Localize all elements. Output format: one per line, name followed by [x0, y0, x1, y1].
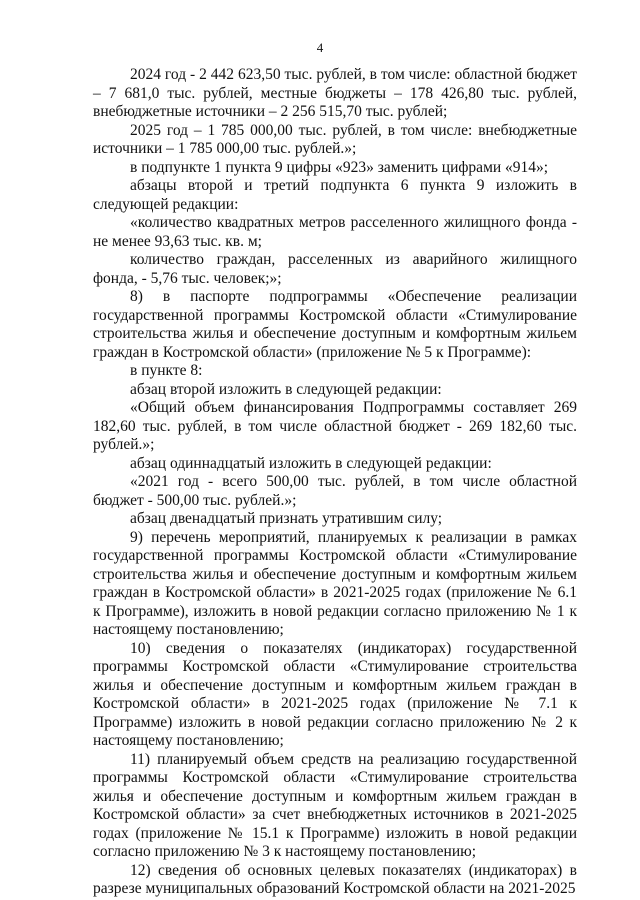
paragraph: «2021 год - всего 500,00 тыс. рублей, в том числе областной бюджет - 500,00 тыс. рублей.»; [93, 473, 577, 509]
paragraph: абзац второй изложить в следующей редакции: [130, 380, 442, 398]
paragraph: количество граждан, расселенных из аварийного жилищного фонда, - 5,76 тыс. человек;»; [93, 251, 577, 287]
paragraph: в пункте 8: [130, 362, 203, 379]
paragraph: 11) планируемый объем средств на реализацию государственной программы Костромской области «Стимулирование строительства жилья и обеспечение доступным и комфортным жильем граждан в Костромской области» за счет внебюджетных источников в 2021-2025 годах (приложение № 15.1 к Программе) изложить в новой редакции согласно приложению № 3 к настоящему постановлению; [93, 750, 577, 860]
page-number: 4 [316, 40, 324, 55]
paragraph: «количество квадратных метров расселенного жилищного фонда - не менее 93,63 тыс. кв. м; [93, 214, 577, 250]
paragraph: 10) сведения о показателях (индикаторах) государственной программы Костромской области «Стимулирование строительства жилья и обеспечение доступным и комфортным жильем граждан в Костромской области» в 2021-2025 годах (приложение № 7.1 к Программе) изложить в новой редакции согласно приложению № 2 к настоящему постановлению; [93, 639, 577, 749]
paragraph: 2025 год – 1 785 000,00 тыс. рублей, в том числе: внебюджетные источники – 1 785 000,00 тыс. рублей.»; [93, 121, 577, 157]
paragraph: 8) в паспорте подпрограммы «Обеспечение реализации государственной программы Костромской области «Стимулирование строительства жилья и обеспечение доступным и комфортным жильем граждан в Костромской области» (приложение № 5 к Программе): [93, 288, 577, 361]
paragraph: «Общий объем финансирования Подпрограммы составляет 269 182,60 тыс. рублей, в том числе областной бюджет - 269 182,60 тыс. рублей.»; [93, 399, 577, 453]
paragraph: 9) перечень мероприятий, планируемых к реализации в рамках государственной программы Костромской области «Стимулирование строительства жилья и обеспечение доступным и комфортным жильем граждан в Костромской области» в 2021-2025 годах (приложение № 6.1 к Программе), изложить в новой редакции согласно приложению № 1 к настоящему постановлению; [93, 528, 577, 638]
paragraph: абзац двенадцатый признать утратившим силу; [130, 510, 443, 527]
paragraph: абзацы второй и третий подпункта 6 пункта 9 изложить в следующей редакции: [93, 177, 577, 213]
paragraph: в подпункте 1 пункта 9 цифры «923» заменить цифрами «914»; [130, 158, 549, 176]
document-body [93, 66, 577, 899]
paragraph: абзац одиннадцатый изложить в следующей редакции: [130, 454, 492, 472]
paragraph: 12) сведения об основных целевых показателях (индикаторах) в разрезе муниципальных образований Костромской области на 2021-2025 [93, 861, 577, 897]
paragraph: 2024 год - 2 442 623,50 тыс. рублей, в том числе: областной бюджет – 7 681,0 тыс. рублей, местные бюджеты – 178 426,80 тыс. рублей, внебюджетные источники – 2 256 515,70 тыс. рублей; [93, 66, 577, 120]
